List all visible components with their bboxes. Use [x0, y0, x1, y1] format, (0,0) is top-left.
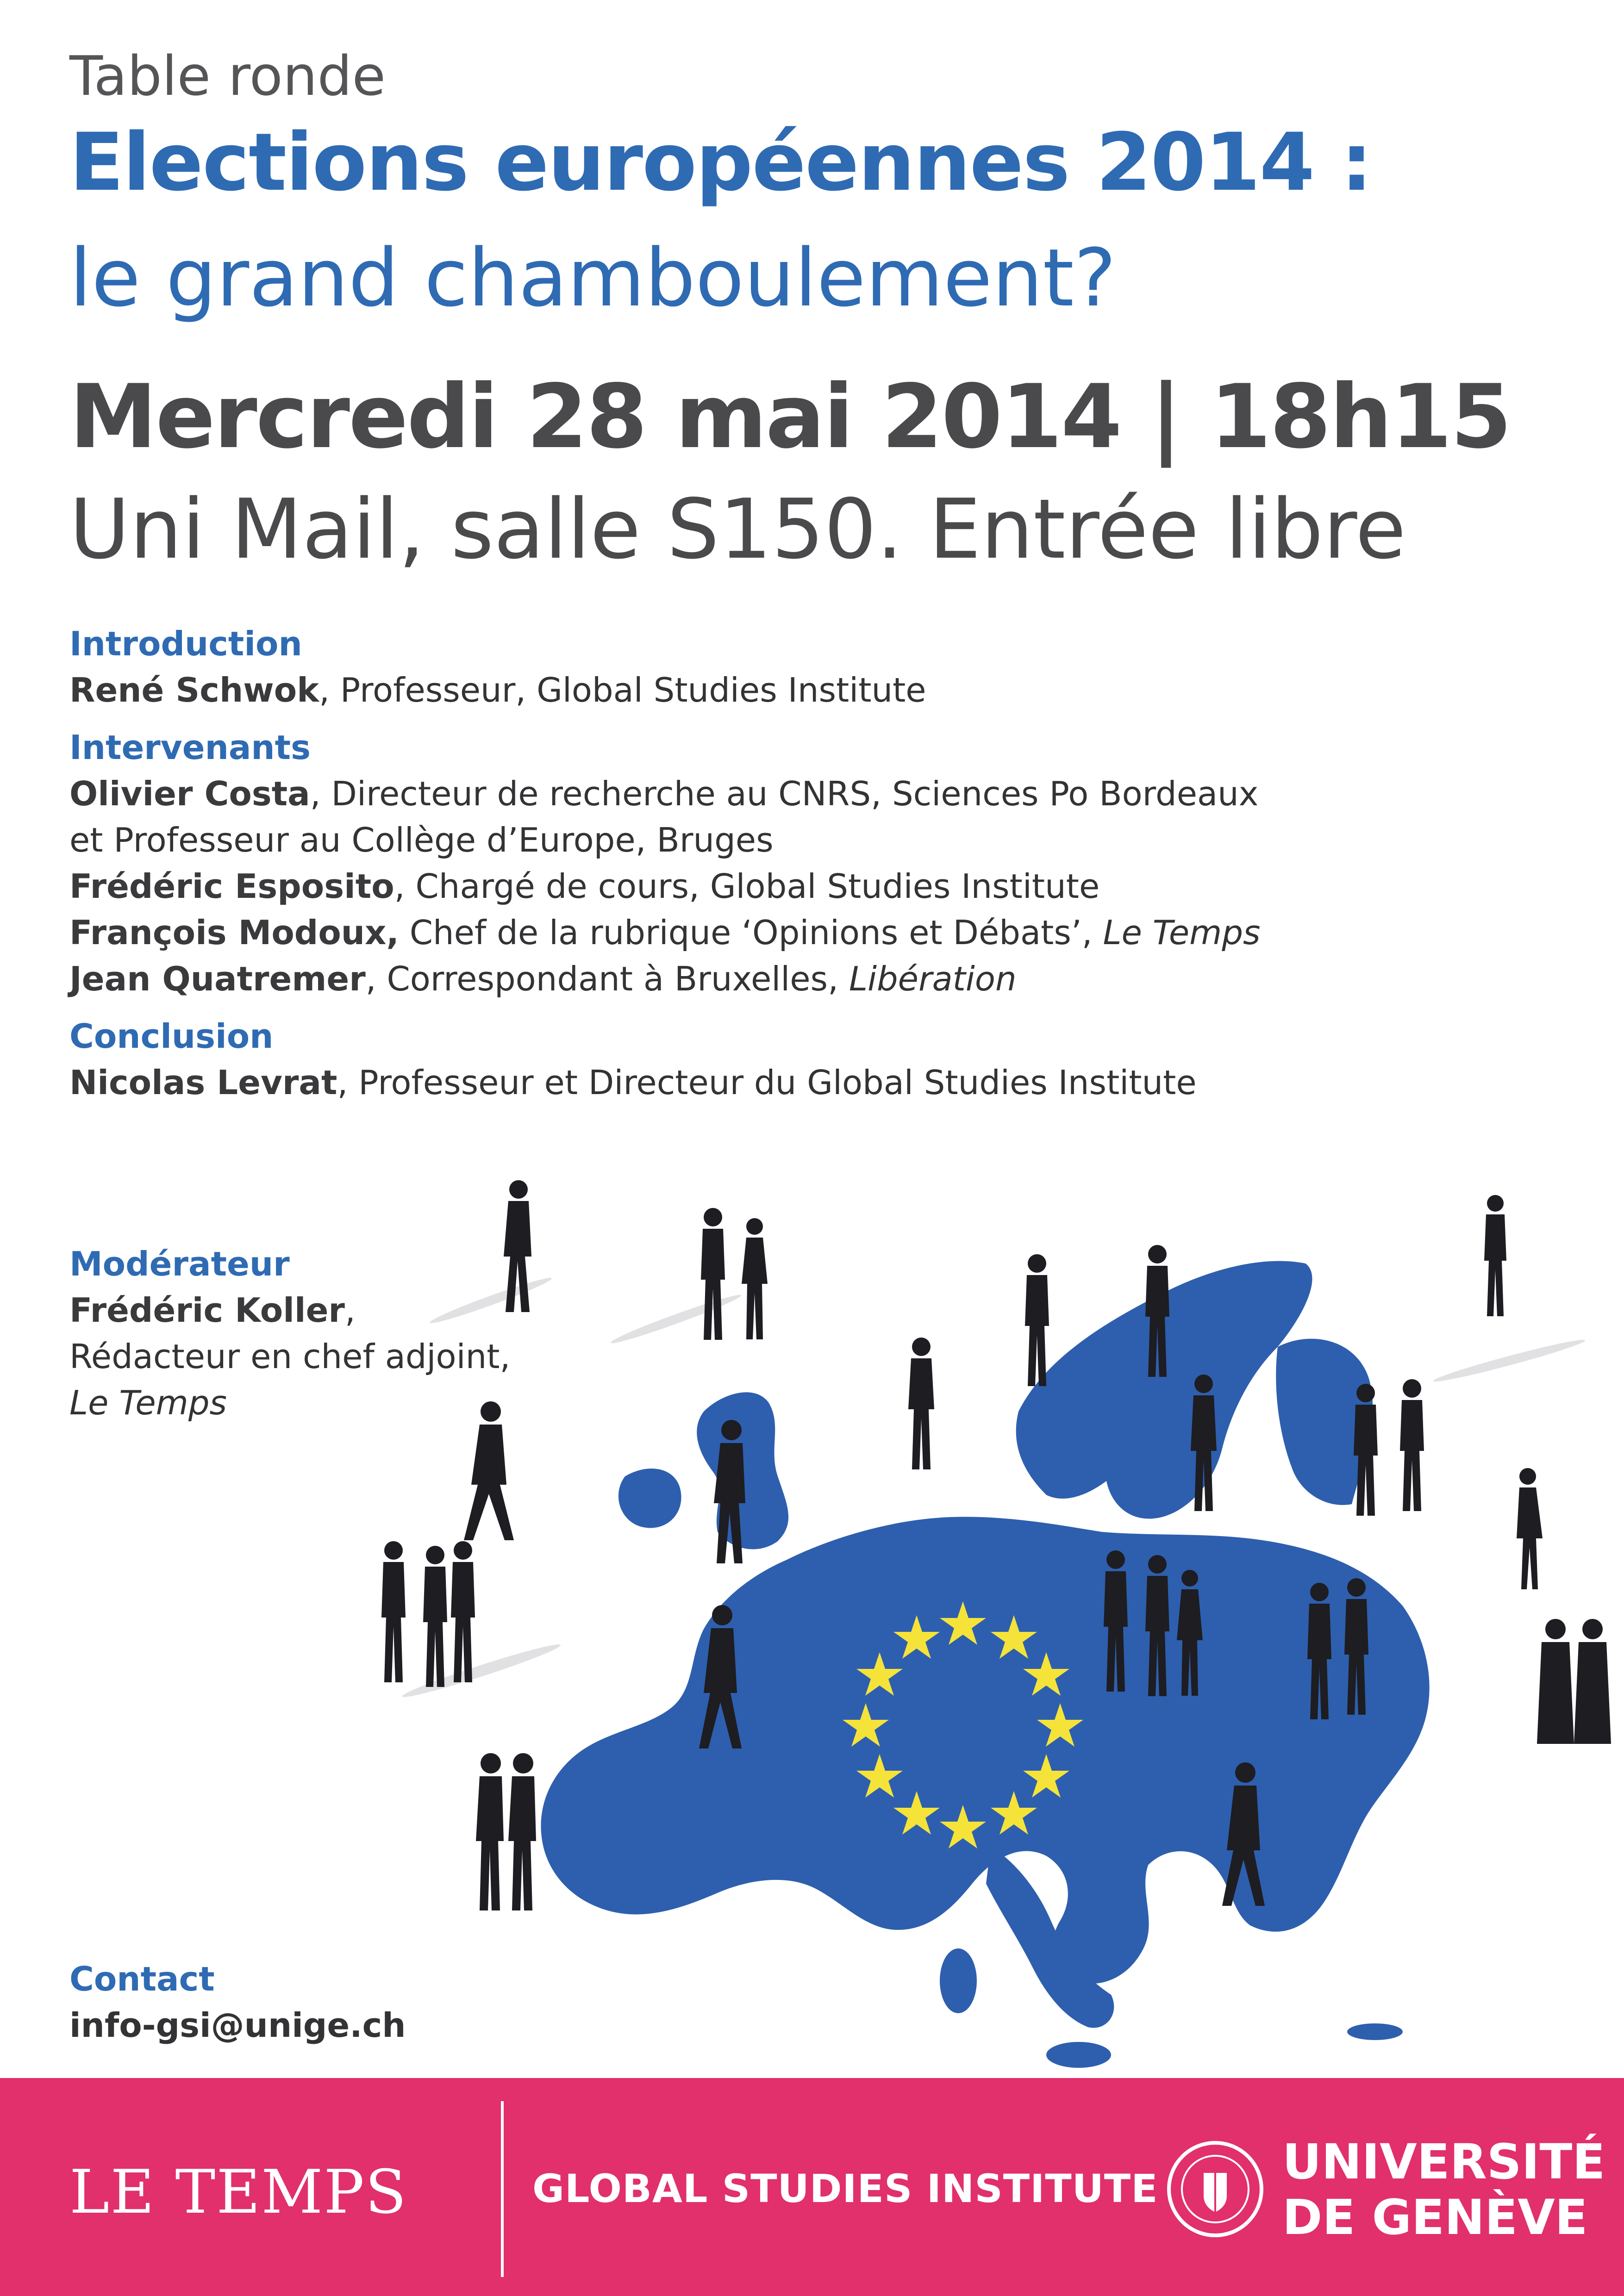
speaker-name: Frédéric Esposito [69, 867, 394, 906]
university-seal-icon [1167, 2140, 1264, 2238]
moderator-heading: Modérateur [69, 1244, 290, 1283]
speaker-role: , Professeur et Directeur du Global Studies Institute [337, 1063, 1197, 1102]
speaker-role: , Correspondant à Bruxelles, [365, 959, 849, 998]
moderator-publication [69, 1380, 532, 1426]
speaker-role: , Professeur, Global Studies Institute [319, 671, 926, 709]
moderator-name-suffix: , [344, 1291, 356, 1330]
speaker-line [69, 817, 1273, 863]
event-date: Mercredi 28 mai 2014 | 18h15 [69, 366, 1511, 468]
speakers-heading: Intervenants [69, 728, 311, 767]
le-temps-logo: LE TEMPS [69, 2157, 407, 2227]
moderator-name: Frédéric Koller [69, 1291, 345, 1330]
speaker-name: Jean Quatremer [69, 959, 366, 998]
moderator-publication-text: Le Temps [69, 1383, 227, 1422]
speaker-role-continued: et Professeur au Collège d’Europe, Bruges [69, 821, 774, 859]
event-subtitle: le grand chamboulement? [69, 231, 1117, 324]
event-venue: Uni Mail, salle S150. Entrée libre [69, 481, 1406, 577]
speaker-line [69, 956, 1273, 1002]
contact [69, 1948, 406, 2048]
university-name-line1: UNIVERSITÉ [1282, 2134, 1605, 2190]
speaker-role: , Chargé de cours, Global Studies Institute [394, 867, 1100, 906]
moderator-role: Rédacteur en chef adjoint, [69, 1337, 511, 1376]
speaker-name: Nicolas Levrat [69, 1063, 337, 1102]
speaker-line [69, 909, 1273, 956]
contact-heading: Contact [69, 1960, 215, 1998]
speaker-line [69, 863, 1273, 909]
introduction-heading: Introduction [69, 624, 302, 663]
speaker-publication: Libération [849, 959, 1017, 998]
moderator [69, 1233, 532, 1426]
speaker-publication: Le Temps [1103, 913, 1261, 952]
introduction-speaker [69, 667, 1273, 713]
speaker-line [69, 771, 1273, 817]
event-title: Elections européennes 2014 : [69, 116, 1372, 209]
speaker-name: François Modoux, [69, 913, 399, 952]
university-name-line2: DE GENÈVE [1282, 2189, 1588, 2246]
speaker-name: René Schwok [69, 671, 319, 709]
conclusion-speaker [69, 1059, 1273, 1106]
conclusion-heading: Conclusion [69, 1017, 274, 1056]
global-studies-institute-logo: GLOBAL STUDIES INSTITUTE [532, 2166, 1158, 2211]
speaker-role: , Directeur de recherche au CNRS, Sciences Po Bordeaux [310, 774, 1259, 813]
speaker-role: Chef de la rubrique ‘Opinions et Débats’, [399, 913, 1103, 952]
footer-divider [501, 2101, 504, 2277]
program [69, 613, 1273, 1106]
event-kicker: Table ronde [69, 44, 386, 108]
contact-email[interactable]: info-gsi@unige.ch [69, 2006, 406, 2045]
moderator-name-line [69, 1287, 532, 1333]
speaker-name: Olivier Costa [69, 774, 310, 813]
